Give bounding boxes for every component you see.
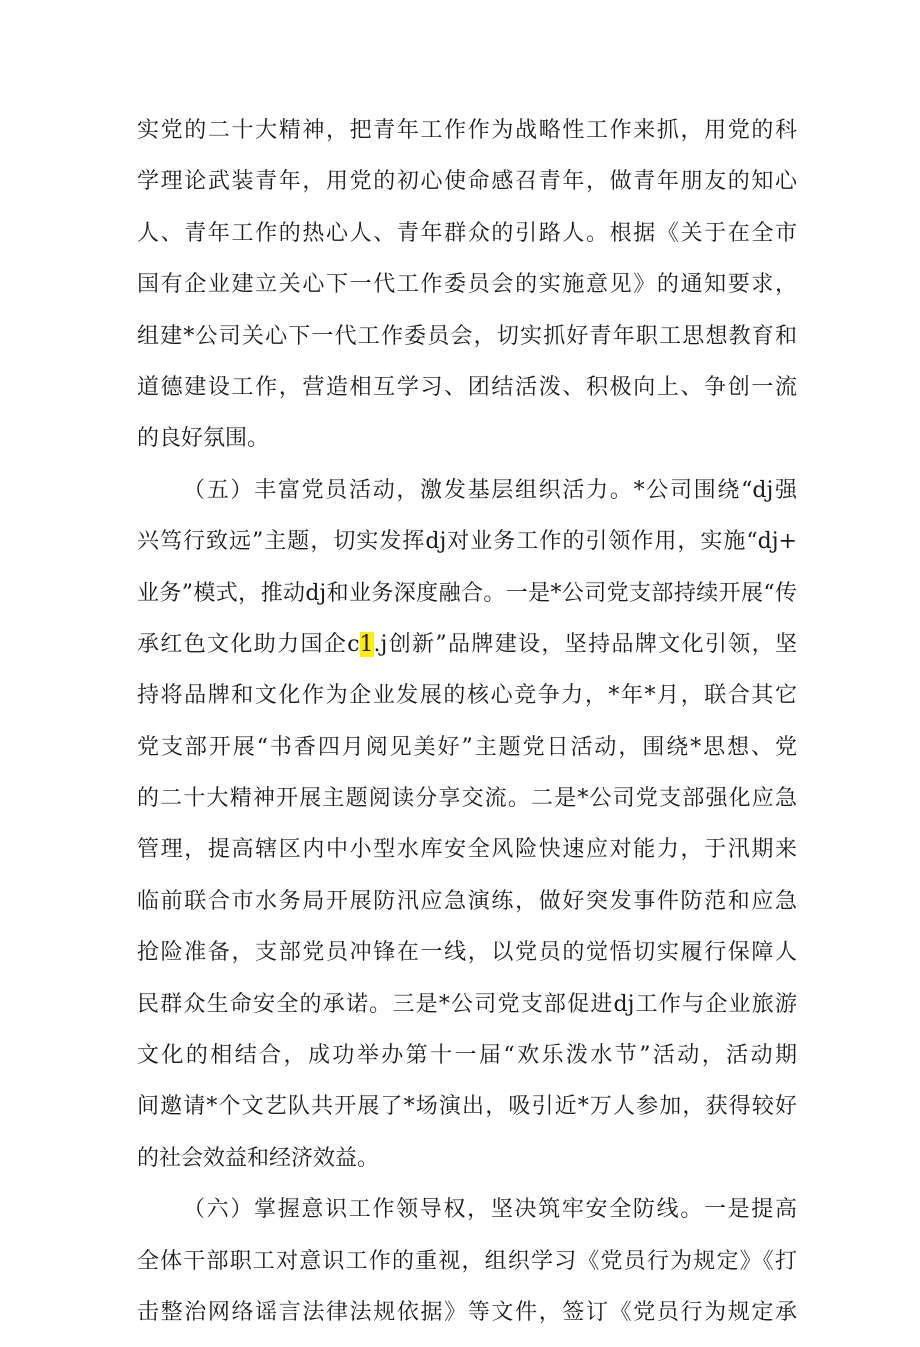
text-line: 人、青年工作的热心人、青年群众的引路人。根据《关于在全市	[137, 220, 797, 246]
section-heading-line: （五）丰富党员活动，激发基层组织活力。*公司围绕“dj强	[183, 477, 797, 503]
text-line: 全体干部职工对意识工作的重视，组织学习《党员行为规定》《打	[137, 1248, 797, 1274]
text-line: 兴笃行致远”主题，切实发挥dj对业务工作的引领作用，实施“dj+	[137, 529, 797, 555]
text-line: 学理论武装青年，用党的初心使命感召青年，做青年朋友的知心	[137, 169, 797, 195]
text-line: 间邀请*个文艺队共开展了*场演出，吸引近*万人参加，获得较好	[137, 1094, 797, 1120]
text-line: 管理，提高辖区内中小型水库安全风险快速应对能力，于汛期来	[137, 837, 797, 863]
section-heading-line: （六）掌握意识工作领导权，坚决筑牢安全防线。一是提高	[183, 1197, 797, 1223]
text-line: 实党的二十大精神，把青年工作作为战略性工作来抓，用党的科	[137, 118, 797, 143]
text-line: 文化的相结合，成功举办第十一届“欢乐泼水节”活动，活动期	[137, 1043, 797, 1069]
text-line: 党支部开展“书香四月阅见美好”主题党日活动，围绕*思想、党	[137, 734, 797, 760]
text-line: 民群众生命安全的承诺。三是*公司党支部促进dj工作与企业旅游	[137, 991, 797, 1017]
text-line: 抢险准备，支部党员冲锋在一线，以党员的觉悟切实履行保障人	[137, 940, 797, 966]
text-line: 持将品牌和文化作为企业发展的核心竞争力，*年*月，联合其它	[137, 683, 797, 709]
document-body	[137, 114, 797, 1347]
text-line	[137, 628, 797, 679]
text-segment: .j创新”品牌建设，坚持品牌文化引领，坚	[373, 631, 797, 657]
text-line: 的社会效益和经济效益。	[137, 1145, 380, 1171]
text-line: 击整治网络谣言法律法规依据》等文件，签订《党员行为规定承	[137, 1299, 797, 1325]
highlighted-text: 1	[359, 631, 374, 657]
text-line: 的良好氛围。	[137, 426, 270, 452]
text-line: 的二十大精神开展主题阅读分享交流。二是*公司党支部强化应急	[137, 786, 797, 812]
text-segment: 承红色文化助力国企c	[137, 631, 360, 657]
text-line: 业务”模式，推动dj和业务深度融合。一是*公司党支部持续开展“传	[137, 580, 797, 606]
text-line: 道德建设工作，营造相互学习、团结活泼、积极向上、争创一流	[137, 374, 797, 400]
text-line: 国有企业建立关心下一代工作委员会的实施意见》的通知要求，	[137, 272, 797, 298]
text-line: 组建*公司关心下一代工作委员会，切实抓好青年职工思想教育和	[137, 323, 797, 349]
text-line: 临前联合市水务局开展防汛应急演练，做好突发事件防范和应急	[137, 888, 797, 914]
